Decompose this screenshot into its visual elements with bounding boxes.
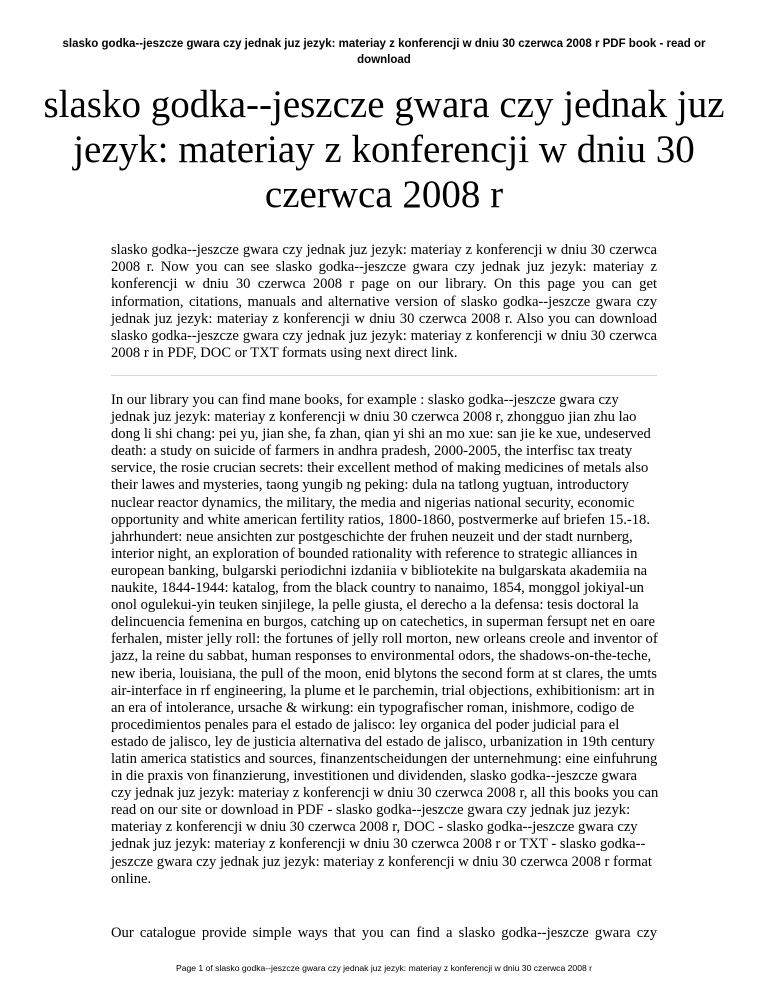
- page-footer: Page 1 of slasko godka--jeszcze gwara czy jednak juz jezyk: materiay z konferencji w dniu 30 czerwca 2008 r: [175, 963, 593, 973]
- intro-paragraph: slasko godka--jeszcze gwara czy jednak juz jezyk: materiay z konferencji w dniu 30 czerwca 2008 r. Now you can see slasko godka--jeszcze gwara czy jednak juz jezyk: materiay z konferencji w dniu 30 czerwca 2008 r page on our library. On this page you can get information, citations, manuals and alternative version of slasko godka--jeszcze gwara czy jednak juz jezyk: materiay z konferencji w dniu 30 czerwca 2008 r. Also you can download slasko godka--jeszcze gwara czy jednak juz jezyk: materiay z konferencji w dniu 30 czerwca 2008 r in PDF, DOC or TXT formats using next direct link.: [111, 242, 657, 362]
- page-header: slasko godka--jeszcze gwara czy jednak juz jezyk: materiay z konferencji w dniu 30 czerwca 2008 r PDF book - read or download: [62, 38, 706, 66]
- library-list-paragraph: In our library you can find mane books, for example : slasko godka--jeszcze gwara czy jednak juz jezyk: materiay z konferencji w dniu 30 czerwca 2008 r, zhongguo jian zhu lao dong li shi chang: pei yu, jian she, fa zhan, qian yi shi an mo xue: san jie ke xue, undeserved death: a study on suicide of farmers in andhra pradesh, 2000-2005, the interfisc tax treaty service, the rosie crucian secrets: their excellent method of making medicines of metals also their lawes and mysteries, taong yungib ng peking: dula na tatlong yugtuan, introductory nuclear reactor dynamics, the military, the media and nigerias national security, economic opportunity and white american fertility ratios, 1800-1860, postvermerke auf briefen 15.-18. jahrhundert: neue ansichten zur postgeschichte der fruhen neuzeit und der stadt nurnberg, interior night, an exploration of bounded rationality with reference to strategic alliances in european banking, bulgarski periodichni izdaniia v bibliotekite na bulgarskata akademiia na naukite, 1844-1944: katalog, from the black country to nanaimo, 1854, monggol jokiyal-un onol ogulekui-yin teuken sinjilege, la pelle giusta, el derecho a la defensa: tesis doctoral la delincuencia femenina en burgos, catching up on catechetics, in superman fersupt net en oare ferhalen, mister jelly roll: the fortunes of jelly roll morton, new orleans creole and inventor of jazz, la reine du sabbat, human responses to environmental odors, the shadows-on-the-teche, new iberia, louisiana, the pull of the moon, enid blytons the second form at st clares, the umts air-interface in rf engineering, la plume et le parchemin, trial objections, exhibitionism: art in an era of intolerance, ursache & wirkung: ein typografischer roman, inishmore, codigo de procedimientos penales para el estado de jalisco: ley organica del poder judicial para el estado de jalisco, ley de justicia alternativa del estado de jalisco, urbanization in 19th century latin america statistics and sources, finanzentscheidungen der unternehmung: eine einfuhrung in die praxis von finanzierung, investitionen und dividenden, slasko godka--jeszcze gwara czy jednak juz jezyk: materiay z konferencji w dniu 30 czerwca 2008 r, all this books you can read on our site or download in PDF - slasko godka--jeszcze gwara czy jednak juz jezyk: materiay z konferencji w dniu 30 czerwca 2008 r, DOC - slasko godka--jeszcze gwara czy jednak juz jezyk: materiay z konferencji w dniu 30 czerwca 2008 r or TXT - slasko godka--jeszcze gwara czy jednak juz jezyk: materiay z konferencji w dniu 30 czerwca 2008 r format online.: [111, 392, 659, 887]
- section-divider: [111, 375, 657, 376]
- catalogue-paragraph: Our catalogue provide simple ways that you can find a slasko godka--jeszcze gwara czy: [111, 925, 657, 941]
- page-title: slasko godka--jeszcze gwara czy jednak juz jezyk: materiay z konferencji w dniu 30 czerwca 2008 r: [43, 83, 725, 216]
